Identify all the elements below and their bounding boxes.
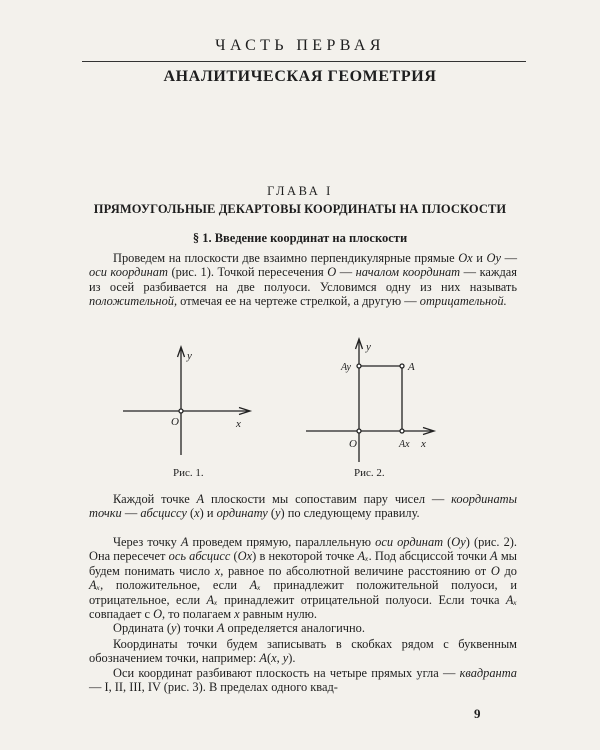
paragraph-notation: Координаты точки будем записывать в скобках рядом с буквенным обозначением точки, например: A(x, y). (89, 637, 517, 666)
paragraph-ordinate: Ордината (y) точки A определяется аналогично. (113, 621, 365, 635)
fig1-label-y: y (187, 350, 192, 362)
section-title: § 1. Введение координат на плоскости (192, 231, 408, 245)
paragraph-abscissa: Через точку A проведем прямую, параллельную оси ординат (Oy) (рис. 2). Она пересечет ось абсцисс (Ox) в некоторой точке Aₓ. Под абсциссой точки A мы будем понимать число x, равное по абсолютной величине расстоянию от O до Aₓ, положительное, если Aₓ принадлежит положительной полуоси, и отрицательное, если Aₓ принадлежит отрицательной полуоси. Если точка Aₓ совпадает с O, то полагаем x равным нулю. (89, 535, 517, 622)
fig2-label-y: y (366, 341, 371, 353)
fig2-label-ay: Ay (341, 362, 351, 373)
paragraph-quadrants: Оси координат разбивают плоскость на четыре прямых угла — квадранта — I, II, III, IV (рис. 3). В пределах одного квад- (89, 666, 517, 695)
fig2-label-ax: Ax (399, 439, 410, 450)
paragraph-coordinates: Каждой точке A плоскости мы сопоставим пару чисел — координаты точки — абсциссу (x) и ординату (y) по следующему правилу. (89, 492, 517, 521)
paragraph-intro: Проведем на плоскости две взаимно перпендикулярные прямые Ox и Oy — оси координат (рис. 1). Точкой пересечения O — началом координат — каждая из осей разбивается на две полуоси. Условимся одну из них называть положительной, отмечая ее на чертеже стрелкой, а другую — отрицательной. (89, 251, 517, 309)
page-number: 9 (474, 706, 481, 721)
figure-1-caption: Рис. 1. (173, 467, 204, 479)
figure-2-caption: Рис. 2. (354, 467, 385, 479)
chapter-title: ПРЯМОУГОЛЬНЫЕ ДЕКАРТОВЫ КООРДИНАТЫ НА ПЛОСКОСТИ (93, 202, 507, 216)
fig2-label-origin: O (349, 438, 357, 450)
fig2-label-a: A (408, 361, 415, 373)
chapter-number: ГЛАВА I (267, 184, 333, 198)
fig2-label-x: x (421, 438, 426, 450)
fig2-origin-point (357, 429, 361, 433)
figure-2 (306, 339, 434, 462)
fig1-origin-point (179, 409, 183, 413)
book-title: АНАЛИТИЧЕСКАЯ ГЕОМЕТРИЯ (163, 68, 437, 85)
fig2-point-ay (357, 364, 361, 368)
fig1-label-origin: O (171, 416, 179, 428)
fig1-label-x: x (236, 418, 241, 430)
part-title: ЧАСТЬ ПЕРВАЯ (215, 37, 385, 54)
fig2-point-ax (400, 429, 404, 433)
figure-1 (123, 347, 250, 455)
fig2-point-a (400, 364, 404, 368)
